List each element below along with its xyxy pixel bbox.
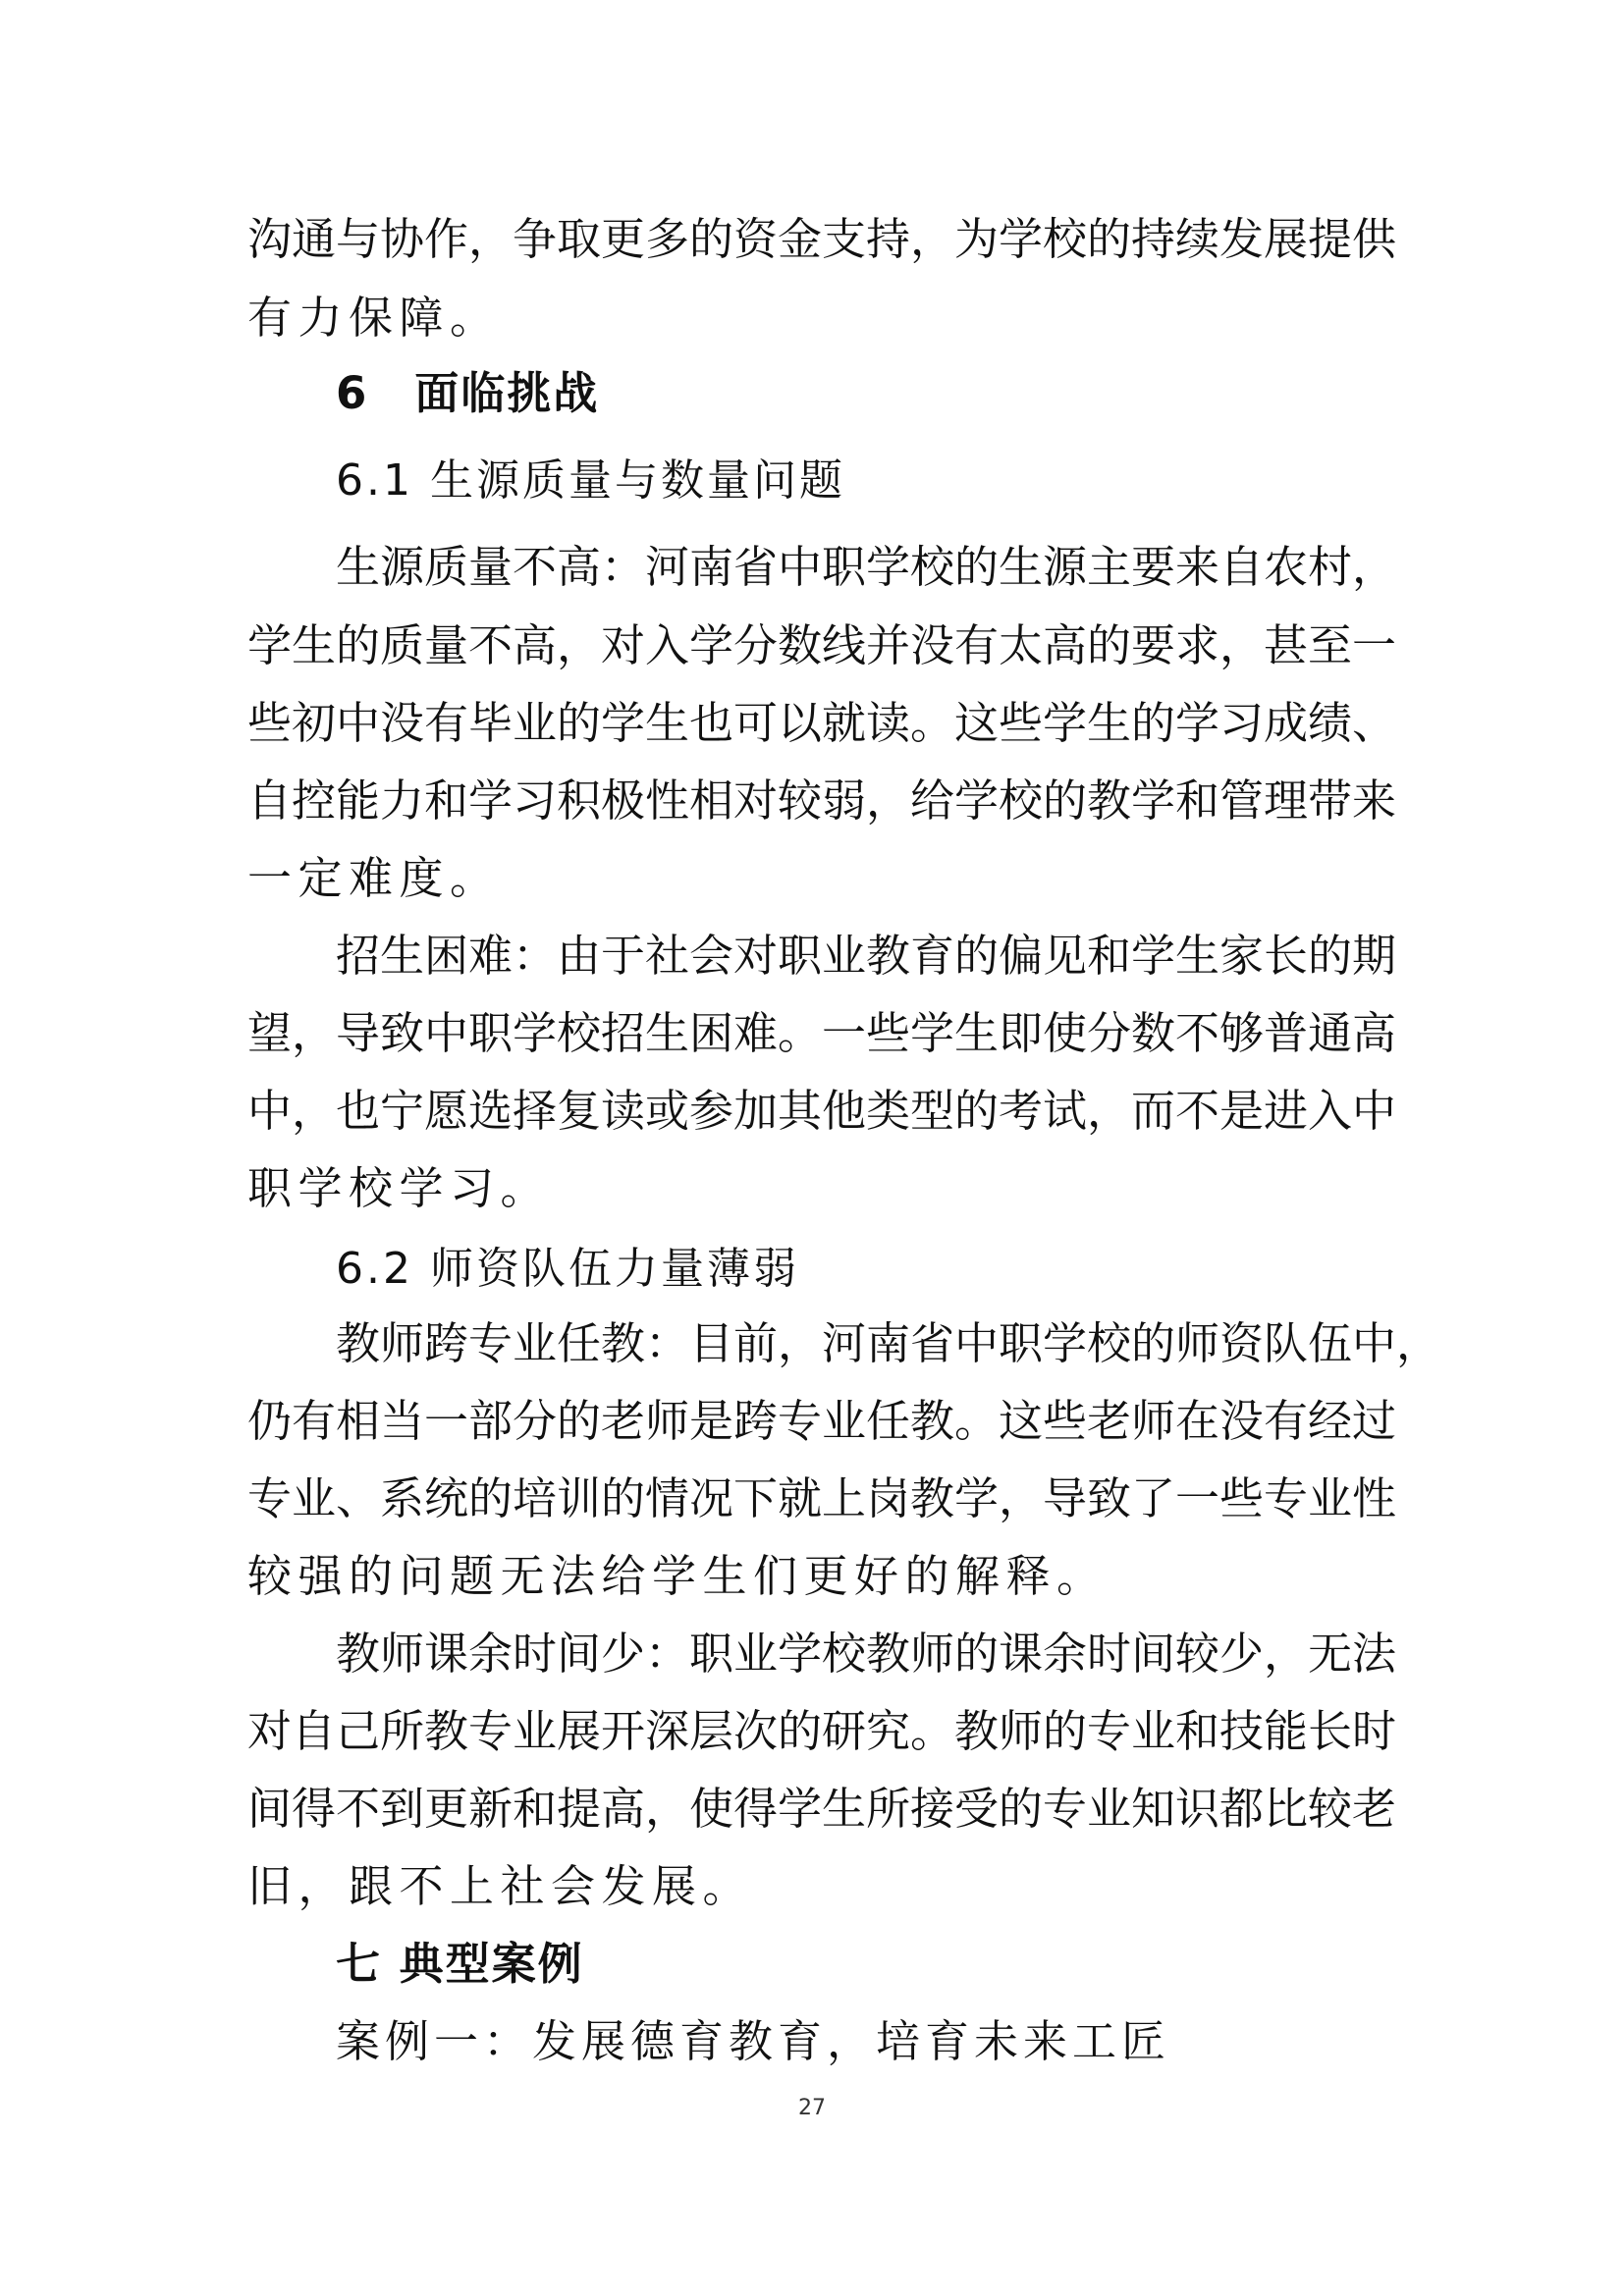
paragraph-line: 间得不到更新和提高，使得学生所接受的专业知识都比较老 [247, 1783, 1397, 1835]
section-heading-7: 七 典型案例 [336, 1938, 584, 1990]
paragraph-line: 中，也宁愿选择复读或参加其他类型的考试，而不是进入中 [247, 1085, 1397, 1137]
section-heading-6: 6 面临挑战 [336, 367, 600, 419]
paragraph-line: 旧，跟不上社会发展。 [247, 1860, 754, 1912]
paragraph-line: 有力保障。 [247, 292, 501, 344]
paragraph-line: 一定难度。 [247, 852, 501, 904]
paragraph-line: 望，导致中职学校招生困难。一些学生即使分数不够普通高 [247, 1007, 1397, 1059]
paragraph-line: 学生的质量不高，对入学分数线并没有太高的要求，甚至一 [247, 619, 1397, 671]
subsection-heading-6-2: 6.2 师资队伍力量薄弱 [336, 1244, 799, 1294]
paragraph-line: 专业、系统的培训的情况下就上岗教学，导致了一些专业性 [247, 1472, 1397, 1524]
paragraph-line: 招生困难：由于社会对职业教育的偏见和学生家长的期 [336, 930, 1397, 982]
case-title: 案例一：发展德育教育，培育未来工匠 [336, 2015, 1171, 2067]
page-number: 27 [798, 2096, 826, 2120]
paragraph-line: 较强的问题无法给学生们更好的解释。 [247, 1550, 1108, 1602]
paragraph-line: 对自己所教专业展开深层次的研究。教师的专业和技能长时 [247, 1705, 1397, 1757]
paragraph-line: 些初中没有毕业的学生也可以就读。这些学生的学习成绩、 [247, 697, 1397, 749]
paragraph-line: 沟通与协作，争取更多的资金支持，为学校的持续发展提供 [247, 213, 1397, 265]
paragraph-line: 职学校学习。 [247, 1162, 552, 1214]
paragraph-line: 生源质量不高：河南省中职学校的生源主要来自农村， [336, 541, 1397, 593]
paragraph-line: 教师跨专业任教：目前，河南省中职学校的师资队伍中， [336, 1317, 1441, 1369]
subsection-heading-6-1: 6.1 生源质量与数量问题 [336, 455, 845, 506]
paragraph-line: 教师课余时间少：职业学校教师的课余时间较少，无法 [336, 1628, 1397, 1680]
paragraph-line: 自控能力和学习积极性相对较弱，给学校的教学和管理带来 [247, 774, 1397, 827]
paragraph-line: 仍有相当一部分的老师是跨专业任教。这些老师在没有经过 [247, 1395, 1397, 1447]
